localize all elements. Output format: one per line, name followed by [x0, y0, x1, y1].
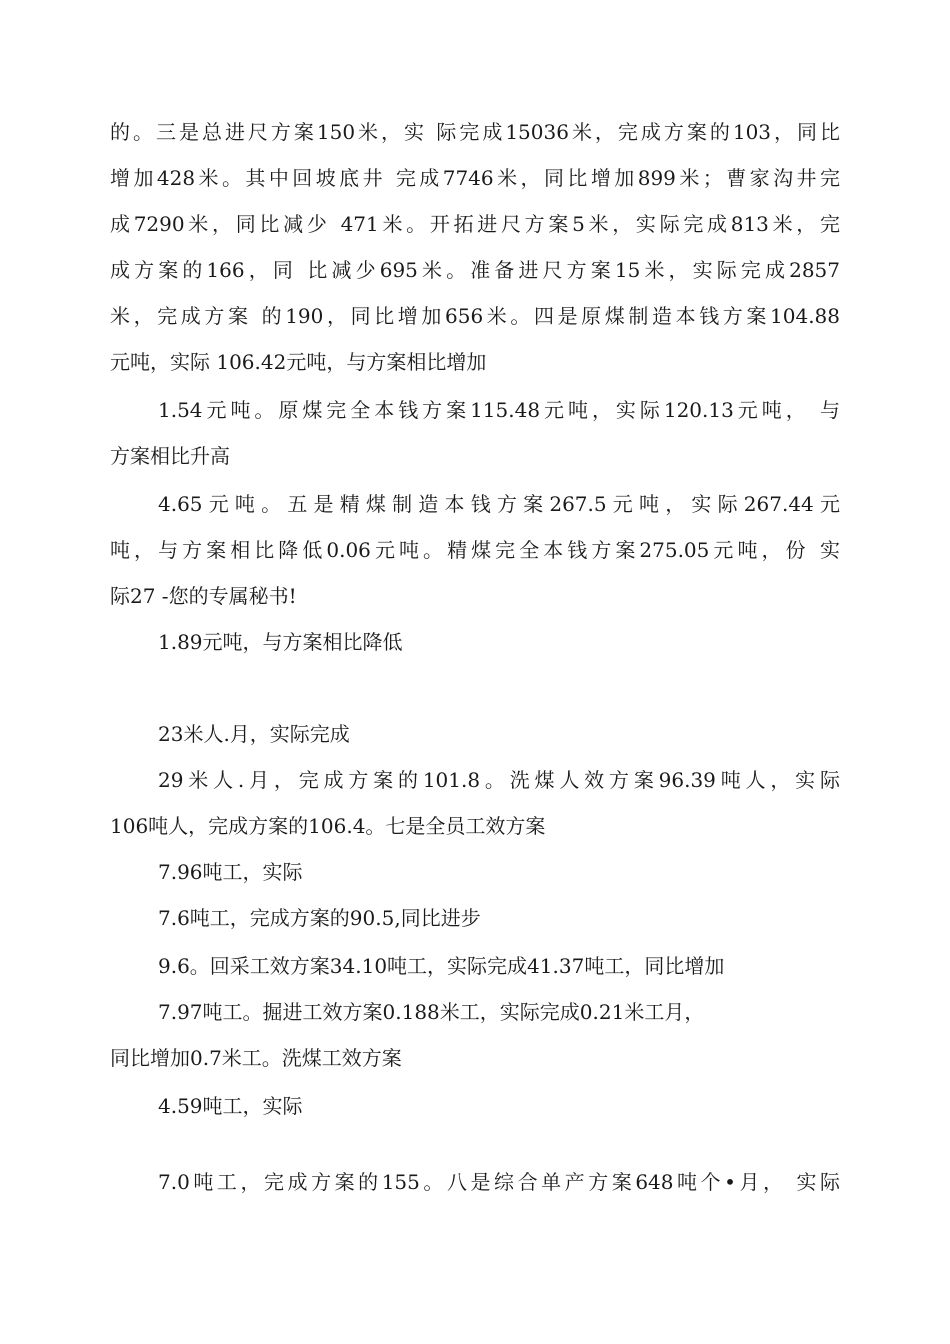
text-line: 9.6。回采工效方案34.10吨工，实际完成41.37吨工，同比增加 [158, 954, 725, 978]
text-line: 米，完成方案 的190，同比增加656米。四是原煤制造本钱方案104.88 [110, 304, 840, 328]
text-line: 4.59吨工，实际 [158, 1094, 303, 1118]
text-line: 增加428米。其中回坡底井 完成7746米，同比增加899米；曹家沟井完 [110, 166, 840, 190]
text-line: 同比增加0.7米工。洗煤工效方案 [110, 1046, 402, 1070]
text-line: 7.0吨工，完成方案的155。八是综合单产方案648吨个•月， 实际 [158, 1170, 840, 1194]
text-line: 成7290米，同比减少 471米。开拓进尺方案5米，实际完成813米，完 [110, 212, 840, 236]
text-line: 吨，与方案相比降低0.06元吨。精煤完全本钱方案275.05元吨，份 实 [110, 538, 840, 562]
text-line: 际27 -您的专属秘书! [110, 584, 297, 608]
text-line: 23米人.月，实际完成 [158, 722, 350, 746]
text-line: 7.6吨工，完成方案的90.5,同比进步 [158, 906, 481, 930]
text-line: 29米人.月，完成方案的101.8。洗煤人效方案96.39吨人，实际 [158, 768, 840, 792]
text-line: 成方案的166，同 比减少695米。准备进尺方案15米，实际完成2857 [110, 258, 840, 282]
text-line: 方案相比升高 [110, 444, 230, 468]
text-line: 4.65元吨。五是精煤制造本钱方案267.5元吨，实际267.44元 [158, 492, 840, 516]
text-line: 1.54元吨。原煤完全本钱方案115.48元吨，实际120.13元吨， 与 [158, 398, 840, 422]
text-line: 7.97吨工。掘进工效方案0.188米工，实际完成0.21米工月， [158, 1000, 705, 1024]
text-line: 的。三是总进尺方案150米，实 际完成15036米，完成方案的103，同比 [110, 120, 840, 144]
text-line: 1.89元吨，与方案相比降低 [158, 630, 403, 654]
text-line: 106吨人，完成方案的106.4。七是全员工效方案 [110, 814, 546, 838]
text-line: 7.96吨工，实际 [158, 860, 303, 884]
text-line: 元吨，实际 106.42元吨，与方案相比增加 [110, 350, 487, 374]
